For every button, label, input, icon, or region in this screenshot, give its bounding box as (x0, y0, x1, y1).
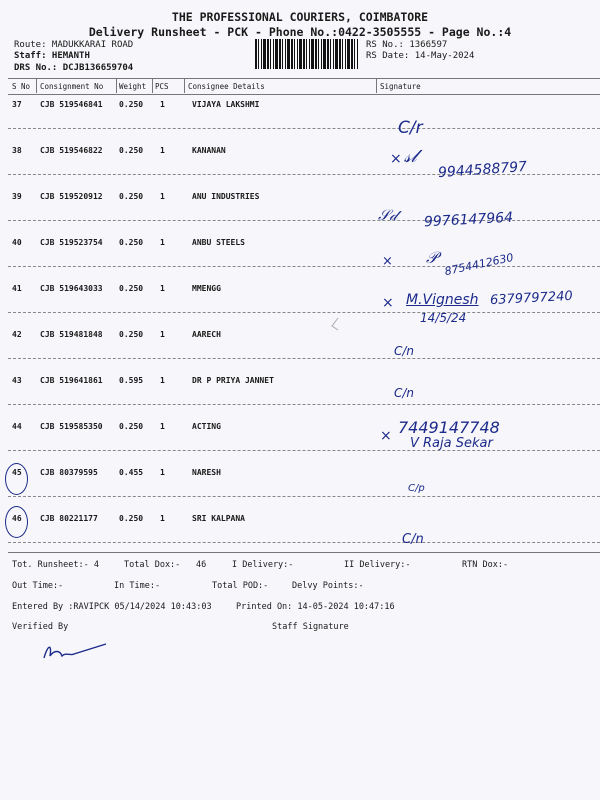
hw-sign-45: C/p (408, 483, 425, 494)
row-consignee: MMENGG (192, 284, 221, 293)
row-consignee: ANBU STEELS (192, 238, 245, 247)
table-top-rule (8, 78, 600, 79)
col-signature: Signature (380, 82, 421, 91)
row-pcs: 1 (160, 146, 165, 155)
row-consignment-no: CJB 519585350 (40, 422, 103, 431)
in-time: In Time:- (114, 581, 161, 591)
col-sno: S No (12, 82, 31, 91)
ii-delivery: II Delivery:- (344, 560, 411, 570)
total-dox-value: 46 (196, 560, 207, 570)
row-weight: 0.250 (119, 100, 144, 109)
col-consignee: Consignee Details (188, 82, 265, 91)
stray-mark (330, 318, 342, 332)
i-delivery: I Delivery:- (232, 560, 294, 570)
row-separator (8, 358, 600, 359)
row-separator (8, 404, 600, 405)
total-dox-label: Total Dox:- (124, 560, 181, 570)
row-consignee: NARESH (192, 468, 221, 477)
row-sno: 46 (12, 514, 22, 523)
hw-x-41: × (382, 295, 394, 311)
row-pcs: 1 (160, 284, 165, 293)
col-divider (36, 79, 37, 93)
route-label: Route: MADUKKARAI ROAD (14, 40, 134, 50)
row-consignment-no: CJB 80221177 (40, 514, 98, 523)
hw-initial-40: 𝒫 (426, 248, 438, 267)
hw-name-41: M.Vignesh (406, 292, 479, 308)
row-weight: 0.595 (119, 376, 144, 385)
row-consignee: SRI KALPANA (192, 514, 245, 523)
row-sno: 41 (12, 284, 22, 293)
row-weight: 0.250 (119, 146, 144, 155)
row-weight: 0.250 (119, 284, 144, 293)
row-weight: 0.250 (119, 330, 144, 339)
col-divider (152, 79, 153, 93)
drs-number: DRS No.: DCJB136659704 (14, 63, 134, 73)
printed-on: Printed On: 14-05-2024 10:47:16 (236, 602, 395, 612)
row-pcs: 1 (160, 192, 165, 201)
row-pcs: 1 (160, 422, 165, 431)
row-weight: 0.455 (119, 468, 144, 477)
row-consignment-no: CJB 519643033 (40, 284, 103, 293)
row-sno: 38 (12, 146, 22, 155)
hw-circle-45 (5, 463, 28, 495)
col-divider (376, 79, 377, 93)
barcode (255, 39, 359, 69)
row-separator (8, 450, 600, 451)
row-separator (8, 266, 600, 267)
row-pcs: 1 (160, 514, 165, 523)
hw-date-41: 14/5/24 (420, 311, 467, 325)
row-sno: 43 (12, 376, 22, 385)
row-weight: 0.250 (119, 422, 144, 431)
entered-by: Entered By :RAVIPCK 05/14/2024 10:43:03 (12, 602, 212, 612)
runsheet-subtitle: Delivery Runsheet - PCK - Phone No.:0422-3505555 - Page No.:4 (88, 25, 512, 39)
verified-by: Verified By (12, 622, 69, 632)
row-weight: 0.250 (119, 238, 144, 247)
row-weight: 0.250 (119, 192, 144, 201)
hw-phone-38: 9944588797 (437, 158, 528, 182)
row-separator (8, 496, 600, 497)
hw-x-38: × (390, 151, 402, 167)
row-consignee: ACTING (192, 422, 221, 431)
staff-label: Staff: HEMANTH (14, 51, 90, 61)
hw-initial-38: 𝓈𝓁 (404, 146, 417, 167)
row-pcs: 1 (160, 468, 165, 477)
tot-runsheet: Tot. Runsheet:- 4 (12, 560, 99, 570)
verifier-signature-scribble (42, 640, 112, 664)
hw-x-44: × (380, 428, 392, 444)
row-sno: 40 (12, 238, 22, 247)
col-divider (116, 79, 117, 93)
hw-name-44: V Raja Sekar (410, 436, 493, 451)
row-consignee: KANANAN (192, 146, 226, 155)
hw-sign-43: C/n (394, 386, 415, 400)
row-sno: 44 (12, 422, 22, 431)
row-consignment-no: CJB 519481848 (40, 330, 103, 339)
row-consignee: VIJAYA LAKSHMI (192, 100, 260, 109)
row-sno: 37 (12, 100, 22, 109)
row-pcs: 1 (160, 238, 165, 247)
row-consignee: AARECH (192, 330, 221, 339)
hw-phone-41: 6379797240 (489, 288, 574, 309)
row-separator (8, 312, 600, 313)
row-consignment-no: CJB 519523754 (40, 238, 103, 247)
row-separator (8, 128, 600, 129)
total-pod: Total POD:- (212, 581, 269, 591)
hw-phone-39: 9976147964 (423, 209, 514, 231)
out-time: Out Time:- (12, 581, 64, 591)
row-consignment-no: CJB 80379595 (40, 468, 98, 477)
row-consignment-no: CJB 519641861 (40, 376, 103, 385)
row-pcs: 1 (160, 376, 165, 385)
col-pcs: PCS (155, 82, 169, 91)
hw-sign-42: C/n (394, 344, 415, 358)
hw-x-40: × (382, 254, 393, 269)
hw-phone-44: 7449147748 (398, 418, 500, 437)
rs-number: RS No.: 1366597 (366, 40, 448, 50)
col-divider (184, 79, 185, 93)
staff-signature: Staff Signature (272, 622, 349, 632)
hw-circle-46 (5, 506, 28, 538)
row-pcs: 1 (160, 330, 165, 339)
rtn-dox: RTN Dox:- (462, 560, 509, 570)
row-pcs: 1 (160, 100, 165, 109)
hw-phone-40: 8754412630 (443, 250, 515, 279)
hw-sign-37: C/r (398, 118, 423, 138)
row-weight: 0.250 (119, 514, 144, 523)
footer-rule (8, 552, 600, 553)
row-consignment-no: CJB 519546822 (40, 146, 103, 155)
table-header-rule (8, 94, 600, 95)
col-consignment: Consignment No (40, 82, 104, 91)
row-consignee: DR P PRIYA JANNET (192, 376, 274, 385)
delvy-points: Delvy Points:- (292, 581, 364, 591)
row-sno: 39 (12, 192, 22, 201)
row-consignee: ANU INDUSTRIES (192, 192, 260, 201)
row-consignment-no: CJB 519546841 (40, 100, 103, 109)
rs-date: RS Date: 14-May-2024 (366, 51, 475, 61)
hw-sign-46: C/n (402, 532, 424, 547)
hw-initial-39: 𝒮𝒹 (378, 206, 398, 224)
col-weight: Weight (119, 82, 147, 91)
row-separator (8, 542, 600, 543)
row-consignment-no: CJB 519520912 (40, 192, 103, 201)
row-sno: 45 (12, 468, 22, 477)
company-name: THE PROFESSIONAL COURIERS, COIMBATORE (171, 10, 429, 24)
row-sno: 42 (12, 330, 22, 339)
